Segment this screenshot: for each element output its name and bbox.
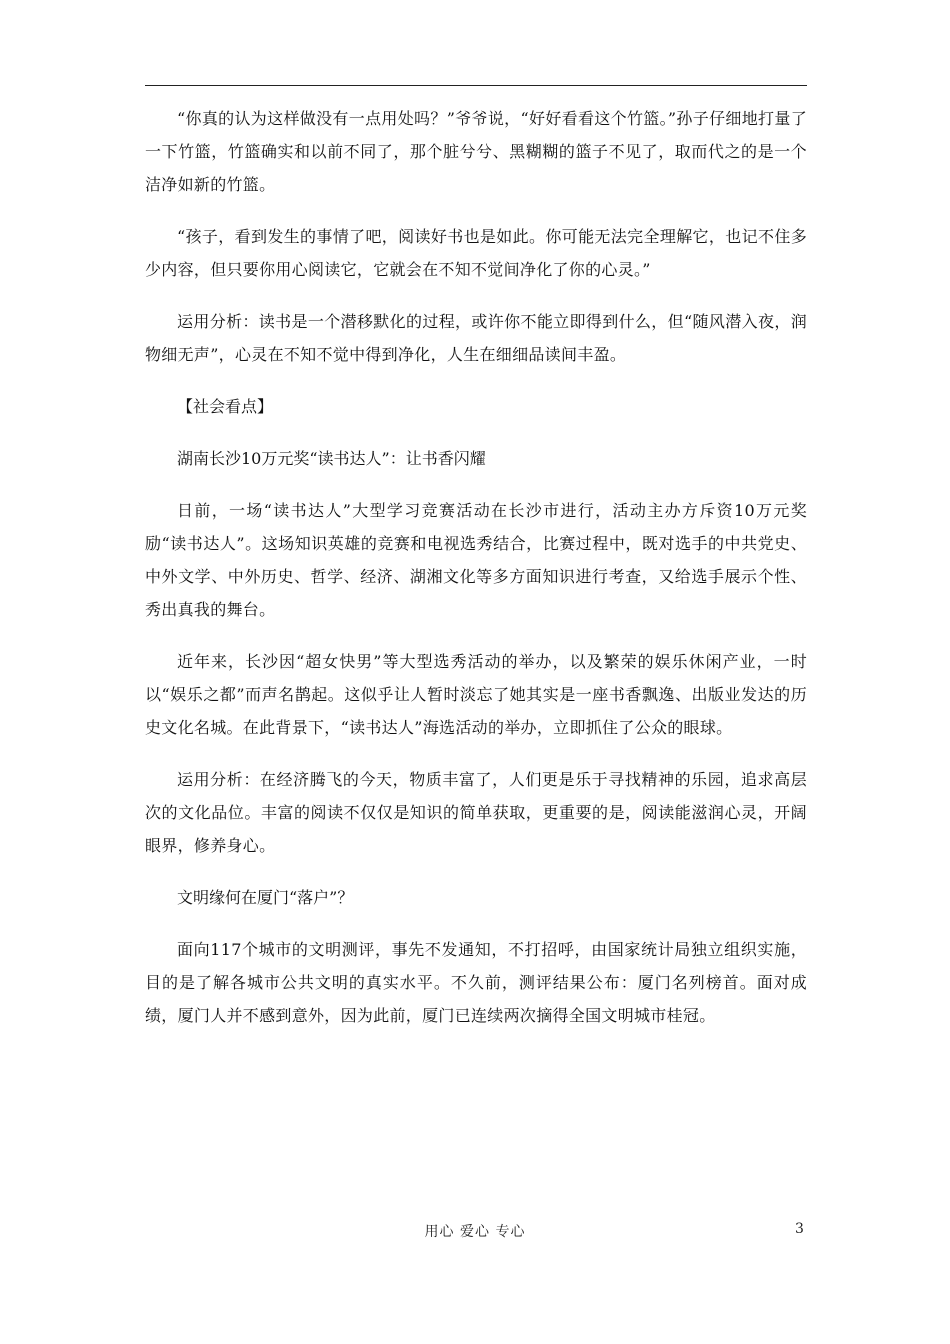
page-number: 3 xyxy=(795,1221,804,1237)
section-heading-social: 【社会看点】 xyxy=(177,397,274,416)
article-title-changsha: 湖南长沙10万元奖“读书达人”：让书香闪耀 xyxy=(177,449,486,468)
article-title-xiamen: 文明缘何在厦门“落户”？ xyxy=(177,888,354,907)
footer-motto: 用心 爱心 专心 xyxy=(424,1224,526,1240)
paragraph-changsha-contest: 日前，一场“读书达人”大型学习竞赛活动在长沙市进行，活动主办方斥资10万元奖励“读书达人”。这场知识英雄的竞赛和电视选秀结合，比赛过程中，既对选手的中共党史、中外文学、中外历史、哲学、经济、湖湘文化等多方面知识进行考查，又给选手展示个性、秀出真我的舞台。 xyxy=(145,501,807,619)
paragraph-basket-dialogue: “你真的认为这样做没有一点用处吗？”爷爷说，“好好看看这个竹篮。”孙子仔细地打量了一下竹篮，竹篮确实和以前不同了，那个脏兮兮、黑糊糊的篮子不见了，取而代之的是一个洁净如新的竹篮。 xyxy=(145,109,807,194)
paragraph-grandpa-advice: “孩子，看到发生的事情了吧，阅读好书也是如此。你可能无法完全理解它，也记不住多少内容，但只要你用心阅读它，它就会在不知不觉间净化了你的心灵。” xyxy=(145,227,807,279)
paragraph-changsha-background: 近年来，长沙因“超女快男”等大型选秀活动的举办，以及繁荣的娱乐休闲产业，一时以“娱乐之都”而声名鹊起。这似乎让人暂时淡忘了她其实是一座书香飘逸、出版业发达的历史文化名城。在此背景下，“读书达人”海选活动的举办，立即抓住了公众的眼球。 xyxy=(145,652,807,737)
paragraph-analysis-1: 运用分析：读书是一个潜移默化的过程，或许你不能立即得到什么，但“随风潜入夜，润物细无声”，心灵在不知不觉中得到净化，人生在细细品读间丰盈。 xyxy=(145,312,807,364)
paragraph-xiamen-evaluation: 面向117个城市的文明测评，事先不发通知，不打招呼，由国家统计局独立组织实施，目的是了解各城市公共文明的真实水平。不久前，测评结果公布：厦门名列榜首。面对成绩，厦门人并不感到意外，因为此前，厦门已连续两次摘得全国文明城市桂冠。 xyxy=(145,940,807,1025)
paragraph-analysis-2: 运用分析：在经济腾飞的今天，物质丰富了，人们更是乐于寻找精神的乐园，追求高层次的文化品位。丰富的阅读不仅仅是知识的简单获取，更重要的是，阅读能滋润心灵，开阔眼界，修养身心。 xyxy=(145,770,807,855)
document-body xyxy=(145,102,807,1051)
header-rule xyxy=(145,85,807,86)
